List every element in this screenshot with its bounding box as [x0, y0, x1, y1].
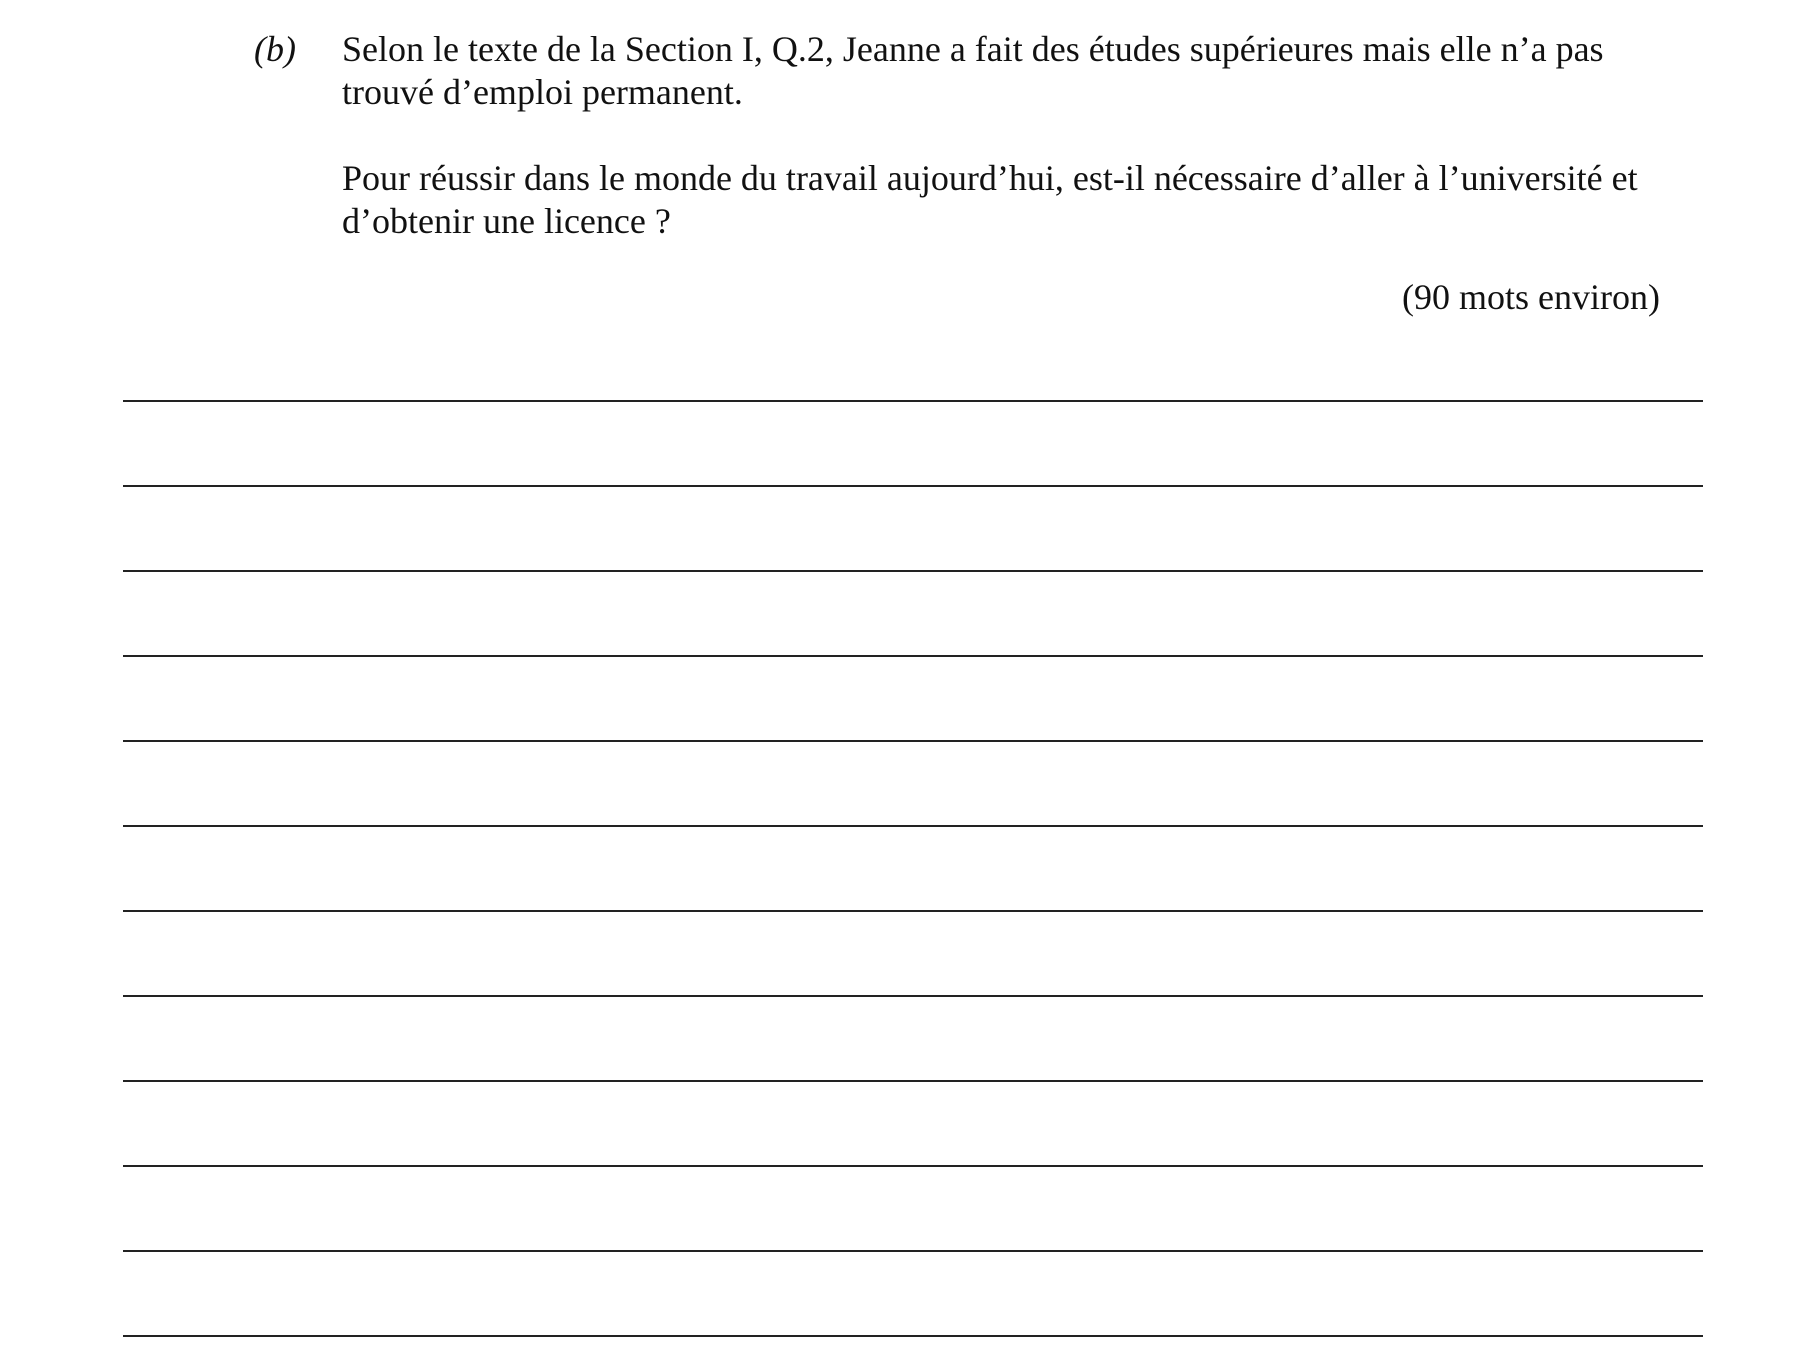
answer-line[interactable] — [123, 740, 1703, 742]
answer-line[interactable] — [123, 1080, 1703, 1082]
question-prompt: Pour réussir dans le monde du travail aujourd’hui, est-il nécessaire d’aller à l’université et d’obtenir une licence ? — [342, 158, 1638, 241]
answer-line[interactable] — [123, 485, 1703, 487]
answer-line[interactable] — [123, 1335, 1703, 1337]
answer-line[interactable] — [123, 570, 1703, 572]
answer-line[interactable] — [123, 655, 1703, 657]
answer-line[interactable] — [123, 825, 1703, 827]
word-count-guide: (90 mots environ) — [1402, 277, 1660, 317]
answer-line[interactable] — [123, 400, 1703, 402]
question-intro: Selon le texte de la Section I, Q.2, Jeanne a fait des études supérieures mais elle n’a pas trouvé d’emploi permanent. — [342, 29, 1604, 112]
answer-line[interactable] — [123, 1250, 1703, 1252]
question-label: (b) — [254, 29, 296, 69]
answer-line[interactable] — [123, 910, 1703, 912]
answer-line[interactable] — [123, 1165, 1703, 1167]
answer-line[interactable] — [123, 995, 1703, 997]
answer-lines[interactable] — [123, 0, 1703, 1360]
